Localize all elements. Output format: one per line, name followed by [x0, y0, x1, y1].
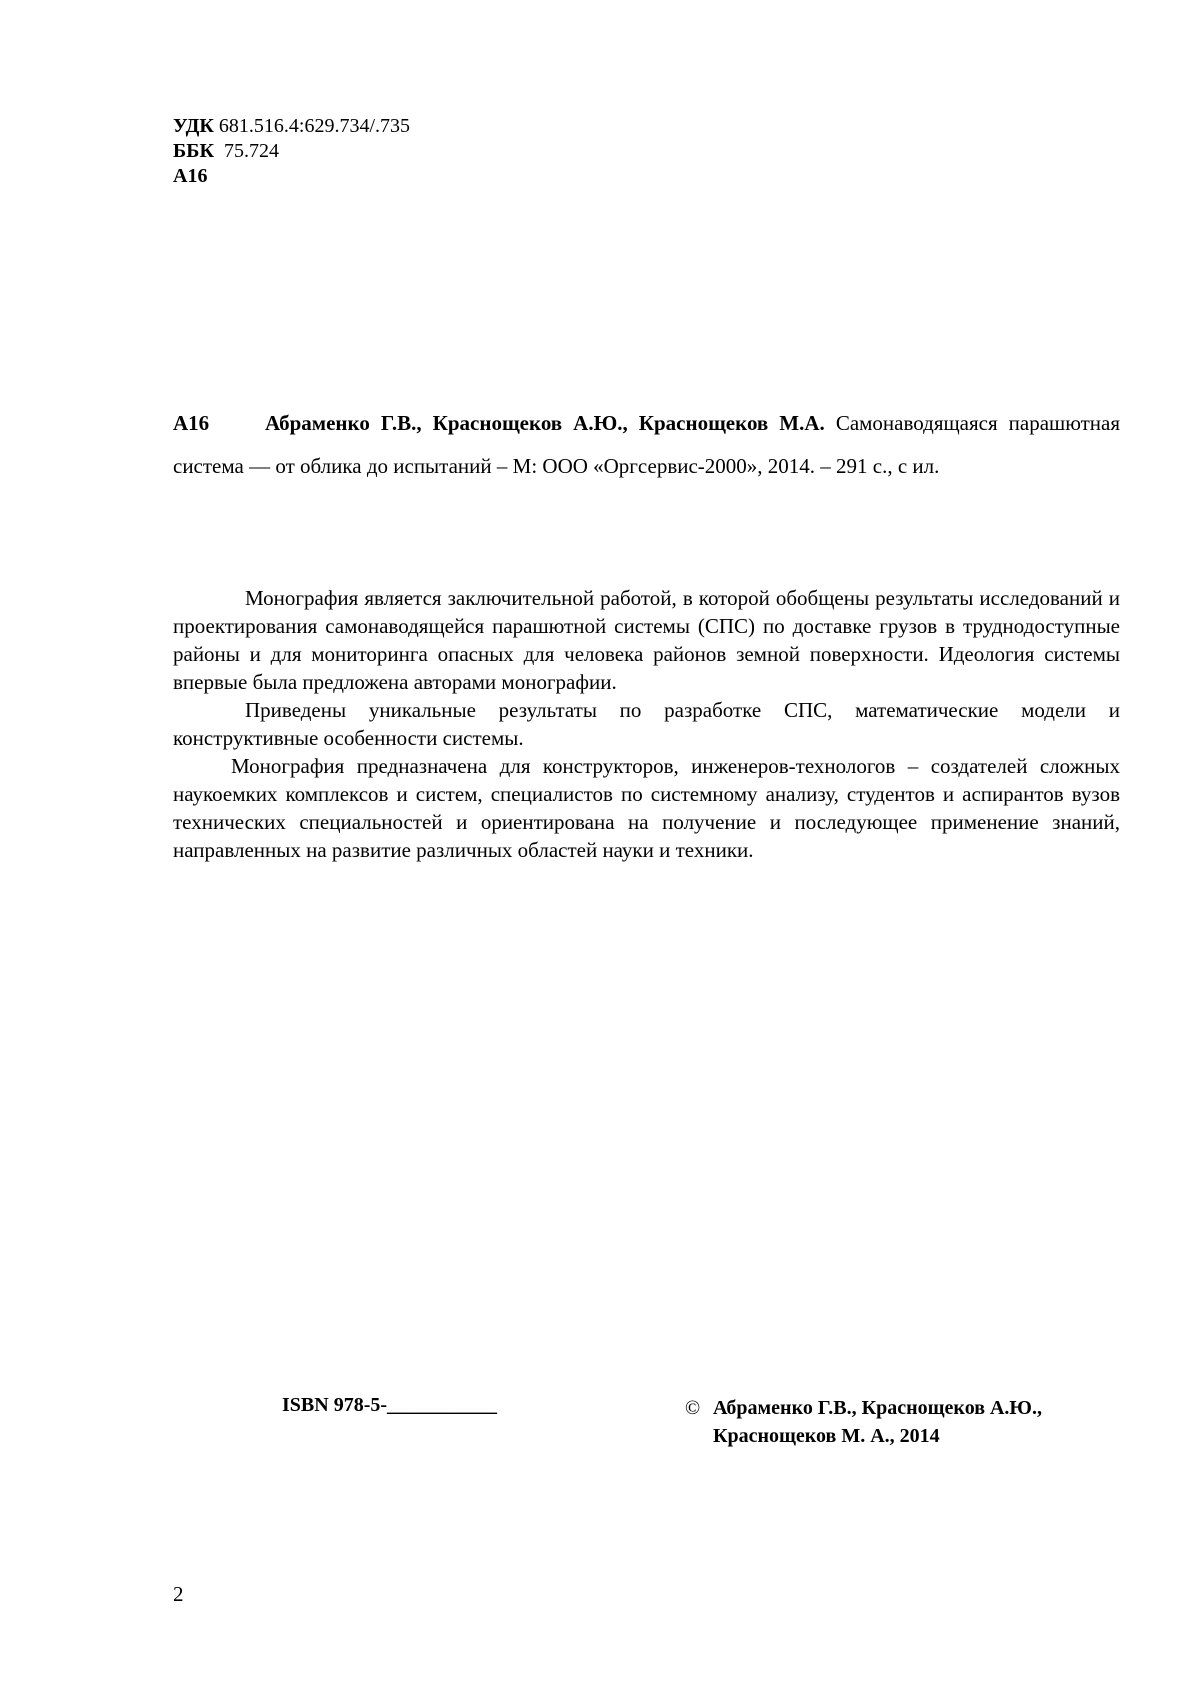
bibliographic-entry [173, 402, 1120, 488]
isbn: ISBN 978-5-___________ [282, 1394, 498, 1416]
bbk-value: 75.724 [223, 140, 279, 162]
copyright-symbol: © [685, 1397, 701, 1419]
biblio-authors: Абраменко Г.В., Краснощеков А.Ю., Краснощеков М.А. [265, 411, 825, 435]
bbk-row [173, 139, 410, 164]
udk-value: 681.516.4:629.734/.735 [218, 115, 411, 137]
author-sign-row [173, 164, 410, 189]
abstract-paragraph-2: Приведены уникальные результаты по разработке СПС, математические модели и конструктивные особенности системы. [173, 698, 1120, 750]
copyright-line-1 [685, 1394, 1042, 1422]
page-number: 2 [173, 1582, 184, 1606]
abstract-paragraph-3: Монография предназначена для конструкторов, инженеров-технологов – создателей сложных наукоемких комплексов и систем, специалистов по системному анализу, студентов и аспирантов вузов технических специальностей и ориентирована на получение и последующее применение знаний, направленных на развитие различных областей науки и техники. [173, 754, 1120, 862]
udk-row [173, 114, 410, 139]
biblio-index: А16 [173, 411, 210, 435]
copyright-line-2: Краснощеков М. А., 2014 [713, 1425, 940, 1447]
abstract-paragraph-1: Монография является заключительной работой, в которой обобщены результаты исследований и проектирования самонаводящейся парашютной системы (СПС) по доставке грузов в труднодоступные районы и для мониторинга опасных для человека районов земной поверхности. Идеология системы впервые была предложена авторами монографии. [173, 586, 1120, 694]
bbk-label: ББК [173, 140, 214, 162]
biblio-description: Самонаводящаяся парашютная система — от облика до испытаний – М: ООО «Оргсервис-2000», 2014. – 291 с., с ил. [173, 411, 1121, 478]
classification-codes [173, 114, 410, 189]
udk-label: УДК [173, 115, 214, 137]
copyright-block [685, 1394, 1042, 1450]
copyright-holders-1: Абраменко Г.В., Краснощеков А.Ю., [713, 1397, 1042, 1419]
author-sign: А16 [173, 165, 208, 187]
abstract [173, 584, 1120, 864]
